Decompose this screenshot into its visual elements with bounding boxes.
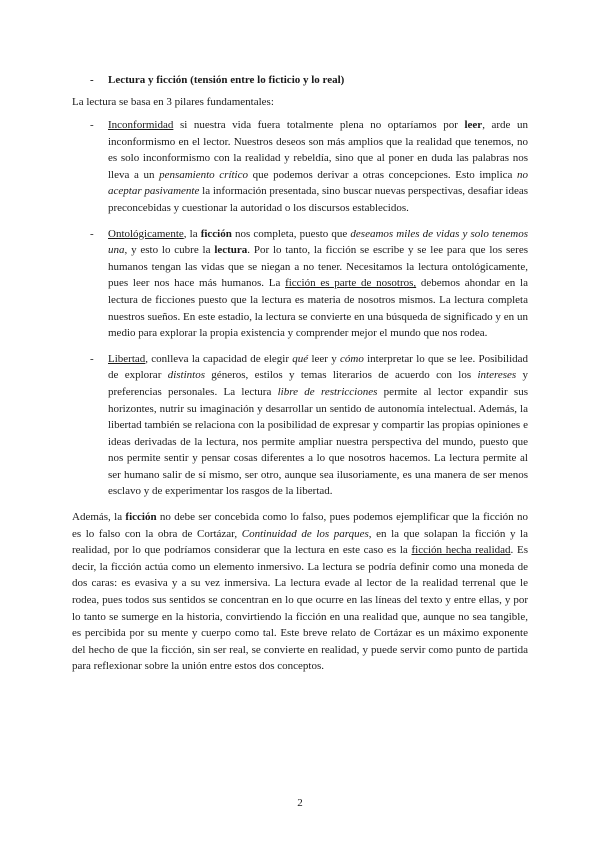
italic-pensamiento-critico: pensamiento crítico bbox=[159, 168, 248, 181]
emphasis-leer: leer bbox=[464, 119, 483, 131]
emphasis-ficcion: ficción bbox=[200, 227, 232, 240]
section-heading bbox=[72, 72, 528, 89]
emphasis-lectura: lectura bbox=[214, 244, 248, 257]
text-run: que podemos derivar a otras concepciones. Esto implica bbox=[248, 168, 517, 181]
heading-text: Lectura y ficción (tensión entre lo ficticio y lo real) bbox=[108, 74, 345, 86]
list-dash: - bbox=[90, 227, 94, 240]
list-dash: - bbox=[90, 119, 94, 131]
list-dash: - bbox=[90, 352, 94, 365]
heading-dash: - bbox=[90, 74, 94, 86]
term-ontologicamente: Ontológicamente bbox=[108, 227, 184, 240]
term-libertad: Libertad bbox=[108, 352, 146, 365]
text-run: interpretar lo que se lee. Posibilidad de explorar bbox=[108, 352, 529, 382]
italic-deseamos: deseamos miles de vidas y solo tenemos una bbox=[108, 227, 528, 257]
list-item-inconformidad bbox=[72, 117, 528, 217]
text-run: la información presentada, sino buscar nuevas perspectivas, desafiar ideas preconcebidas y cuestionar la autoridad o los discursos establecidos. bbox=[108, 185, 528, 214]
underline-ficcion-parte: ficción es parte de nosotros, bbox=[285, 277, 417, 290]
text-run: , en la que solapan la ficción y la realidad, por lo que podríamos considerar que la lectura en este caso es la bbox=[72, 527, 528, 557]
text-run: leer y bbox=[308, 352, 341, 365]
italic-que: qué bbox=[292, 352, 309, 365]
text-run: no debe ser concebida como lo falso, pues podemos ejemplificar que la ficción no es lo falso con la obra de Cortázar, bbox=[72, 511, 529, 540]
underline-ficcion-hecha-realidad: ficción hecha realidad bbox=[411, 544, 511, 557]
text-run: , y esto lo cubre la bbox=[124, 244, 215, 257]
text-run: , la bbox=[183, 227, 201, 240]
term-inconformidad: Inconformidad bbox=[108, 119, 174, 131]
italic-continuidad-parques: Continuidad de los parques bbox=[241, 527, 369, 540]
italic-distintos: distintos bbox=[167, 369, 205, 382]
list-item-ontologicamente bbox=[72, 226, 528, 342]
italic-no-aceptar: no aceptar pasivamente bbox=[108, 168, 528, 198]
text-run: nos completa, puesto que bbox=[231, 227, 351, 240]
text-run: , conlleva la capacidad de elegir bbox=[145, 352, 293, 365]
text-run: Además, la bbox=[72, 511, 126, 524]
text-run: . Es decir, la ficción actúa como un elemento inmersivo. La lectura se podría definir como una moneda de dos caras: es evasiva y a su vez inmersiva. La lectura evade al lector de la realidad terrenal que le rodea, pues todos sus sentidos se concentran en lo que ocurre en las líneas del texto y entre ellas, y por lo tanto se sumerge en la historia, convirtiendo la ficción en una realidad que, aunque no sea tangible, es percibida por su mente y cuerpo como tal. Este breve relato de Cortázar es un máximo exponente del hecho de que la ficción, sin ser real, se convierte en realidad, y puede servir como punto de partida para reflexionar sobre la unión entre estos dos conceptos. bbox=[72, 544, 529, 673]
text-run: . Por lo tanto, la ficción se escribe y se lee para que los seres humanos tengan las vidas que se niegan a no tener. Necesitamos la lectura ontológicamente, pues leer nos hace más humanos. La bbox=[108, 244, 528, 290]
text-run: y preferencias personales. La lectura bbox=[108, 369, 528, 398]
document-page bbox=[72, 64, 528, 675]
text-run: , arde un inconformismo en el lector. Nuestros deseos son más amplios que la realidad que tenemos, no es solo inconformismo con la realidad y rebeldía, sino que al poner en duda las palabras nos lleva a un bbox=[108, 119, 529, 181]
list-item-libertad bbox=[72, 351, 528, 500]
italic-libre-restricciones: libre de restricciones bbox=[277, 385, 378, 398]
closing-paragraph bbox=[72, 509, 528, 675]
text-run: géneros, estilos y temas literarios de acuerdo con los bbox=[204, 369, 478, 382]
text-run: permite al lector expandir sus horizontes, nutrir su imaginación y desarrollar un sentido de autonomía intelectual. Además, la libertad también se relaciona con la posibilidad de expresar y compartir las propias opiniones e ideas derivadas de la lectura, nos permite ampliar nuestra perspectiva del mundo, puesto que nos permite sentir y pensar cosas diferentes a lo que nosotros hacemos. La lectura permite al ser humano salir de sí mismo, ser otro, aunque sea ilusoriamente, es una manera de ser menos esclavo y de experimentar los rasgos de la libertad. bbox=[108, 385, 528, 498]
italic-como: cómo bbox=[340, 352, 364, 365]
text-run: si nuestra vida fuera totalmente plena no optaríamos por bbox=[173, 119, 465, 131]
emphasis-ficcion: ficción bbox=[125, 511, 157, 524]
italic-intereses: intereses bbox=[477, 369, 517, 382]
intro-paragraph: La lectura se basa en 3 pilares fundamentales: bbox=[72, 96, 274, 108]
page-number: 2 bbox=[297, 797, 303, 809]
text-run: debemos ahondar en la lectura de ficciones puesto que la lectura es materia de nosotros mismos. La lectura completa nuestros sueños. En este estadio, la lectura se convierte en una búsqueda de significado y en un medio para explorar la propia existencia y comprender mejor el mundo que nos rodea. bbox=[108, 277, 528, 340]
